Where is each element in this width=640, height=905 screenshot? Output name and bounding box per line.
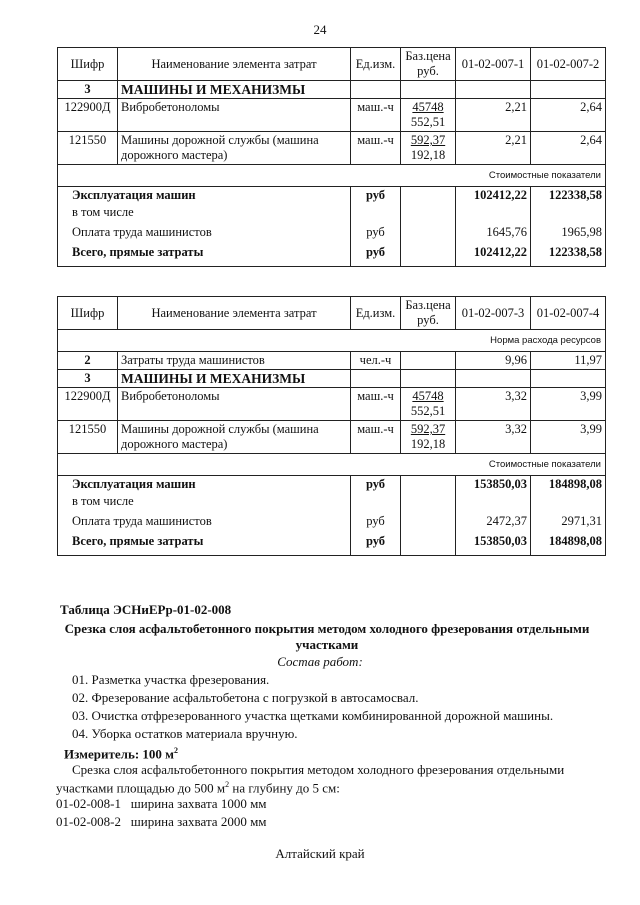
header-code: Шифр — [58, 48, 118, 81]
item-code: 01-02-008-1 — [56, 796, 121, 811]
row-price — [401, 388, 456, 421]
summary-name: Эксплуатация машин — [58, 476, 351, 494]
labor-name: Затраты труда машинистов — [118, 352, 351, 370]
work-step: 02. Фрезерование асфальтобетона с погрузкой в автосамосвал. — [72, 690, 419, 705]
header-unit: Ед.изм. — [351, 48, 401, 81]
price-bottom: 552,51 — [410, 115, 446, 129]
row-value-1: 3,32 — [456, 388, 531, 421]
row-value-2: 2,64 — [531, 132, 606, 165]
summary-row — [58, 476, 606, 494]
summary-value-1: 2472,37 — [456, 513, 531, 533]
table-row — [58, 132, 606, 165]
summary-unit: руб — [351, 187, 401, 205]
item-row — [56, 814, 267, 830]
section-label: 3 — [58, 370, 118, 388]
description-line-1: Срезка слоя асфальтобетонного покрытия методом холодного фрезерования отдельными — [72, 762, 565, 777]
summary-value-1: 102412,22 — [456, 187, 531, 205]
row-price — [401, 421, 456, 454]
cost-header: Стоимостные показатели — [58, 165, 606, 187]
summary-name: Всего, прямые затраты — [58, 533, 351, 556]
table-header — [58, 297, 606, 330]
section-row — [58, 370, 606, 388]
header-unit: Ед.изм. — [351, 297, 401, 330]
row-name: Вибробетоноломы — [118, 388, 351, 421]
work-step: 03. Очистка отфрезерованного участка щетками комбинированной дорожной машины. — [72, 708, 554, 723]
header-col1: 01-02-007-3 — [456, 297, 531, 330]
summary-row — [58, 513, 606, 533]
cost-header-row — [58, 165, 606, 187]
labor-row — [58, 352, 606, 370]
work-step: 01. Разметка участка фрезерования. — [72, 672, 270, 687]
summary-unit: руб — [351, 513, 401, 533]
table-header — [58, 48, 606, 81]
norm-header: Норма расхода ресурсов — [58, 330, 606, 352]
row-code: 121550 — [58, 421, 118, 454]
description-text-end: на глубину до 5 см: — [229, 780, 340, 796]
price-top: 45748 — [412, 100, 444, 114]
summary-row — [58, 533, 606, 556]
section-row — [58, 81, 606, 99]
summary-value-2: 184898,08 — [531, 476, 606, 494]
row-value-2: 2,64 — [531, 99, 606, 132]
row-unit: маш.-ч — [351, 99, 401, 132]
table-row — [58, 388, 606, 421]
summary-name: Эксплуатация машин — [58, 187, 351, 205]
summary-name: Оплата труда машинистов — [58, 513, 351, 533]
row-code: 122900Д — [58, 99, 118, 132]
summary-row — [58, 204, 606, 224]
labor-value-2: 11,97 — [531, 352, 606, 370]
section-label: 3 — [58, 81, 118, 99]
header-base-price: Баз.цена руб. — [401, 297, 456, 330]
row-unit: маш.-ч — [351, 421, 401, 454]
footer-region: Алтайский край — [275, 846, 365, 861]
header-base-price: Баз.цена руб. — [401, 48, 456, 81]
description-text: участками площадью до 500 м — [56, 780, 226, 796]
labor-code: 2 — [58, 352, 118, 370]
cost-header: Стоимостные показатели — [58, 454, 606, 476]
labor-unit: чел.-ч — [351, 352, 401, 370]
row-name: Машины дорожной службы (машина дорожного мастера) — [118, 421, 351, 454]
row-value-1: 2,21 — [456, 132, 531, 165]
composition-label: Состав работ: — [277, 654, 363, 669]
price-top: 592,37 — [410, 133, 446, 147]
summary-value-1: 153850,03 — [456, 476, 531, 494]
norm-header-row — [58, 330, 606, 352]
item-text: ширина захвата 2000 мм — [130, 814, 267, 829]
table-title: Таблица ЭСНиЕРр-01-02-008 — [60, 602, 232, 617]
page-number: 24 — [313, 22, 327, 37]
row-name: Вибробетоноломы — [118, 99, 351, 132]
item-text: ширина захвата 1000 мм — [130, 796, 267, 811]
header-col2: 01-02-007-4 — [531, 297, 606, 330]
header-col1: 01-02-007-1 — [456, 48, 531, 81]
cost-header-row — [58, 454, 606, 476]
description-sup: 2 — [225, 780, 230, 789]
row-code: 121550 — [58, 132, 118, 165]
summary-value-1: 1645,76 — [456, 224, 531, 244]
summary-value-1: 153850,03 — [456, 533, 531, 556]
row-price — [401, 132, 456, 165]
summary-name: Всего, прямые затраты — [58, 244, 351, 267]
header-col2: 01-02-007-2 — [531, 48, 606, 81]
table-row — [58, 99, 606, 132]
row-value-1: 3,32 — [456, 421, 531, 454]
summary-value-2: 2971,31 — [531, 513, 606, 533]
item-row — [56, 796, 267, 812]
work-step: 04. Уборка остатков материала вручную. — [72, 726, 298, 741]
price-bottom: 192,18 — [410, 437, 446, 451]
summary-name: в том числе — [58, 204, 351, 224]
header-code: Шифр — [58, 297, 118, 330]
row-price — [401, 99, 456, 132]
price-top: 592,37 — [410, 422, 446, 436]
meter-text: Измеритель: 100 м — [64, 746, 175, 762]
summary-unit: руб — [351, 224, 401, 244]
table-row — [58, 421, 606, 454]
resource-table-2 — [57, 296, 606, 556]
description-line-2 — [56, 777, 340, 796]
summary-row — [58, 244, 606, 267]
row-code: 122900Д — [58, 388, 118, 421]
summary-value-2: 122338,58 — [531, 187, 606, 205]
summary-row — [58, 187, 606, 205]
meter-label — [64, 743, 178, 762]
section-heading: Срезка слоя асфальтобетонного покрытия методом холодного фрезерования отдельными участками — [64, 621, 590, 652]
price-top: 45748 — [412, 389, 444, 403]
summary-row — [58, 493, 606, 513]
row-unit: маш.-ч — [351, 132, 401, 165]
summary-name: в том числе — [58, 493, 351, 513]
price-bottom: 192,18 — [410, 148, 446, 162]
price-bottom: 552,51 — [410, 404, 446, 418]
row-value-2: 3,99 — [531, 388, 606, 421]
summary-value-2: 122338,58 — [531, 244, 606, 267]
meter-sup: 2 — [174, 746, 179, 755]
summary-value-2: 184898,08 — [531, 533, 606, 556]
row-unit: маш.-ч — [351, 388, 401, 421]
summary-unit: руб — [351, 244, 401, 267]
row-value-1: 2,21 — [456, 99, 531, 132]
summary-value-1: 102412,22 — [456, 244, 531, 267]
header-name: Наименование элемента затрат — [118, 297, 351, 330]
section-title: МАШИНЫ И МЕХАНИЗМЫ — [118, 370, 351, 388]
row-name: Машины дорожной службы (машина дорожного мастера) — [118, 132, 351, 165]
header-name: Наименование элемента затрат — [118, 48, 351, 81]
summary-row — [58, 224, 606, 244]
summary-value-2: 1965,98 — [531, 224, 606, 244]
section-title: МАШИНЫ И МЕХАНИЗМЫ — [118, 81, 351, 99]
summary-name: Оплата труда машинистов — [58, 224, 351, 244]
labor-value-1: 9,96 — [456, 352, 531, 370]
summary-unit: руб — [351, 476, 401, 494]
summary-unit: руб — [351, 533, 401, 556]
item-code: 01-02-008-2 — [56, 814, 121, 829]
row-value-2: 3,99 — [531, 421, 606, 454]
resource-table-1 — [57, 47, 606, 267]
